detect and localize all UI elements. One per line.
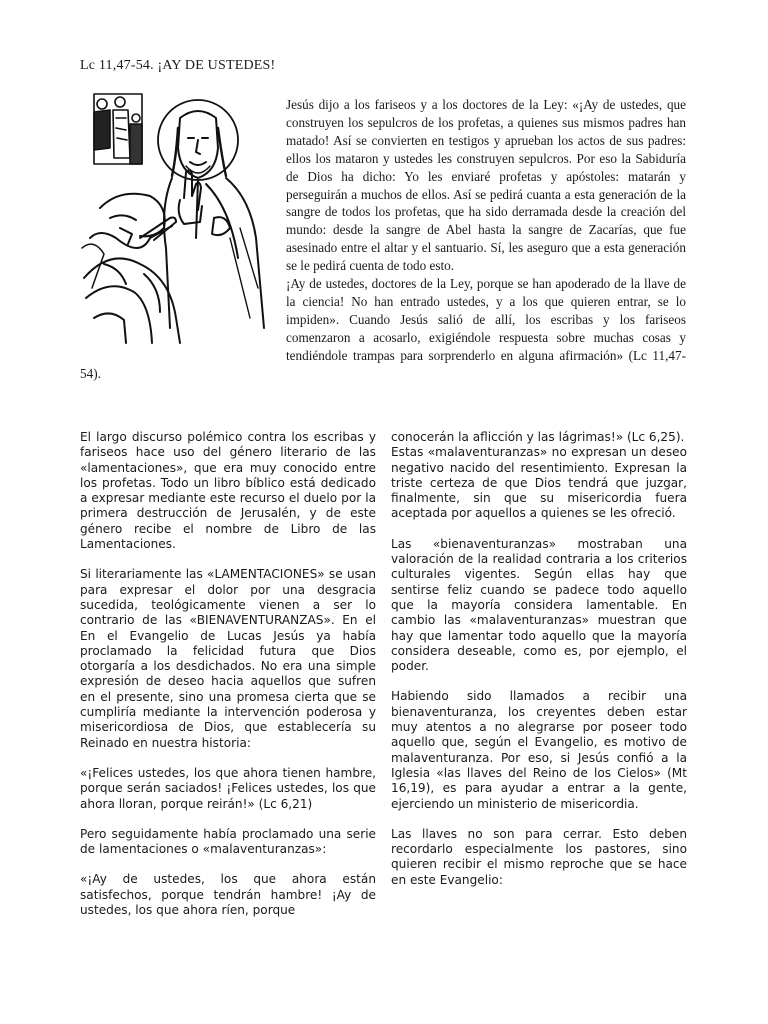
commentary-paragraph: «¡Ay de ustedes, los que ahora están satisfechos, porque tendrán hambre! ¡Ay de ustedes, los que ahora ríen, porque <box>80 872 376 918</box>
gospel-paragraph-1: Jesús dijo a los fariseos y a los doctores de la Ley: «¡Ay de ustedes, que construyen los sepulcros de los profetas, a quienes sus mismos padres han matado! Así se convierten en testigos y aprueban los actos de sus padres: ellos los mataron y ustedes les construyen sepulcros. Por eso la Sabiduría de Dios ha dicho: Yo les enviaré profetas y apóstoles: matarán y perseguirán a muchos de ellos. Así se pedirá cuanta a esta generación de la sangre de todos los profetas, que ha sido derramada desde la creación del mundo: desde la sangre de Abel hasta la sangre de Zacarías, que fue asesinado entre el altar y el santuario. Sí, les aseguro que a esta generación se le pedirá cuenta de todo esto. <box>286 97 686 274</box>
commentary-left-column <box>80 430 376 933</box>
commentary-paragraph: Si literariamente las «LAMENTACIONES» se usan para expresar el dolor por una desgracia sucedida, teológicamente vienen a ser lo contrario de las «BIENAVENTURANZAS». En el En el Evangelio de Lucas Jesús ya había proclamado la felicidad futura que Dios otorgaría a los desdichados. No era una simple expresión de deseo hacia aquellos que sufren en el presente, sino una promesa cierta que se cumpliría mediante la intervención poderosa y misericordiosa de Dios, que establecería su Reinado en nuestra historia: <box>80 567 376 750</box>
commentary-paragraph: Habiendo sido llamados a recibir una bienaventuranza, los creyentes deben estar muy atentos a no alegrarse por poseer todo aquello que, según el Evangelio, es motivo de malaventuranza. Por eso, si Jesús confió a la Iglesia «las llaves del Reino de los Cielos» (Mt 16,19), es para ayudar a entrar a la gente, ejerciendo un ministerio de misericordia. <box>391 689 687 811</box>
commentary-paragraph: El largo discurso polémico contra los escribas y fariseos hace uso del género literario de las «lamentaciones», que era muy conocido entre los profetas. Todo un libro bíblico está dedicado a expresar mediante este recurso el duelo por la primera destrucción de Jerusalén, y de este género recibe el nombre de Libro de las Lamentaciones. <box>80 430 376 552</box>
commentary-paragraph: Pero seguidamente había proclamado una serie de lamentaciones o «malaventuranzas»: <box>80 826 376 857</box>
commentary-paragraph: Las «bienaventuranzas» mostraban una valoración de la realidad contraria a los criterios culturales vigentes. Según ellas hay que sentirse feliz cuando se padece todo aquello que la mayoría considera lamentable. En cambio las «malaventuranzas» muestran que hay que lamentar todo aquello que la mayoría considera deseable, como es, por ejemplo, el poder. <box>391 536 687 674</box>
commentary-paragraph: «¡Felices ustedes, los que ahora tienen hambre, porque serán saciados! ¡Felices ustedes, los que ahora lloran, porque reirán!» (Lc 6,21) <box>80 765 376 811</box>
gospel-paragraph-2: ¡Ay de ustedes, doctores de la Ley, porque se han apoderado de la llave de la ciencia! No han entrado ustedes, y a los que quieren entrar, se lo impiden». Cuando Jesús salió de allí, los escribas y los fariseos comenzaron a acosarlo, exigiéndole respuesta sobre muchas cosas y tendiéndole trampas para sorprenderlo en alguna afirmación» (Lc 11,47-54). <box>80 276 686 381</box>
commentary-right-column <box>391 430 687 903</box>
illustration-spacer <box>80 96 286 351</box>
gospel-passage <box>80 96 686 383</box>
page-title: Lc 11,47-54. ¡AY DE USTEDES! <box>80 58 276 73</box>
commentary-paragraph: Las llaves no son para cerrar. Esto deben recordarlo especialmente los pastores, sino quieren recibir el mismo reproche que se hace en este Evangelio: <box>391 826 687 887</box>
commentary-paragraph: Estas «malaventuranzas» no expresan un deseo negativo nacido del resentimiento. Expresan la triste certeza de que Dios tendrá que juzgar, finalmente, sin que su misericordia fuera aceptada por aquellos a quienes se les ofreció. <box>391 445 687 521</box>
commentary-paragraph: conocerán la aflicción y las lágrimas!» (Lc 6,25). <box>391 430 685 444</box>
